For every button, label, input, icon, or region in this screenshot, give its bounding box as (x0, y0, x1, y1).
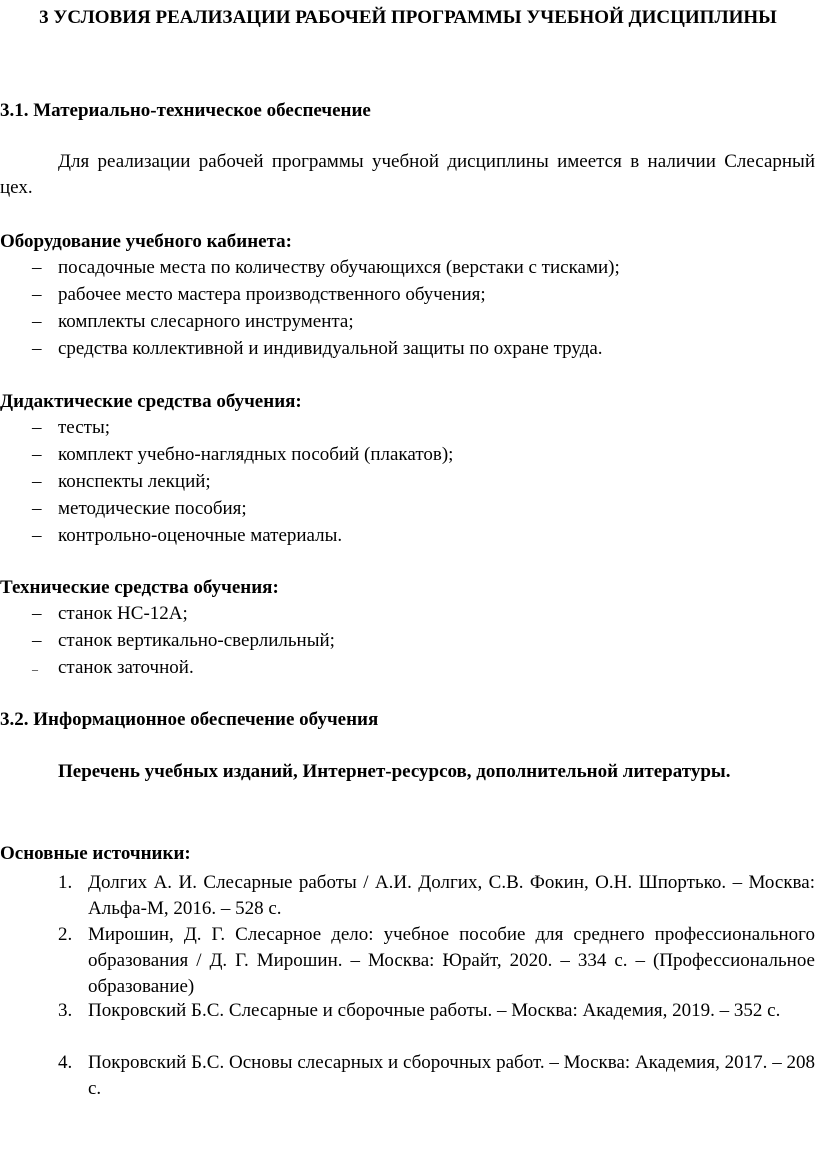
main-sources-heading: Основные источники: (0, 843, 191, 864)
list-item (32, 415, 110, 441)
reference-number: 2. (58, 924, 73, 945)
list-item-text: средства коллективной и индивидуальной защиты по охране труда. (58, 338, 603, 359)
list-item (32, 601, 188, 627)
reference-text: Долгих А. И. Слесарные работы / А.И. Долгих, С.В. Фокин, О.Н. Шпортько. – Москва: Альфа-М, 2016. – 528 с. (88, 872, 815, 919)
bullet-dash: – (32, 525, 42, 546)
list-title-paragraph (0, 759, 815, 785)
intro-paragraph (0, 149, 815, 201)
bullet-dash: – (32, 603, 42, 624)
reference-number: 3. (58, 1000, 73, 1021)
reference-text: Мирошин, Д. Г. Слесарное дело: учебное пособие для среднего профессионального образования / Д. Г. Мирошин. – Москва: Юрайт, 2020. – 334 с. – (Профессиональное образование) (88, 924, 815, 997)
list-item (32, 469, 211, 495)
list-item-text: контрольно-оценочные материалы. (58, 525, 343, 546)
reference-text: Покровский Б.С. Основы слесарных и сборочных работ. – Москва: Академия, 2017. – 208 с. (88, 1052, 815, 1099)
reference-number: 1. (58, 872, 73, 893)
reference-text: Покровский Б.С. Слесарные и сборочные работы. – Москва: Академия, 2019. – 352 с. (88, 1000, 781, 1021)
bullet-dash: – (32, 661, 38, 676)
bullet-dash: – (32, 338, 42, 359)
list-item-text: станок заточной. (58, 657, 194, 678)
list-item (32, 655, 194, 682)
bullet-dash: – (32, 471, 42, 492)
bullet-dash: – (32, 284, 42, 305)
reference-item (58, 922, 815, 1000)
list-item-text: комплекты слесарного инструмента; (58, 311, 354, 332)
bullet-dash: – (32, 257, 42, 278)
bullet-dash: – (32, 498, 42, 519)
list-item-text: конспекты лекций; (58, 471, 211, 492)
list-item-text: методические пособия; (58, 498, 247, 519)
bullet-dash: – (32, 311, 42, 332)
reference-item (58, 870, 815, 922)
list-item (32, 628, 335, 654)
bullet-dash: – (32, 630, 42, 651)
list-item (32, 255, 620, 281)
list-item-text: тесты; (58, 417, 110, 438)
list-item-text: станок вертикально-сверлильный; (58, 630, 335, 651)
reference-item (58, 998, 815, 1024)
list-item (32, 336, 603, 362)
intro-paragraph-text: Для реализации рабочей программы учебной дисциплины имеется в наличии Слесарный цех. (0, 151, 815, 198)
list-item (32, 282, 486, 308)
page-title: 3 УСЛОВИЯ РЕАЛИЗАЦИИ РАБОЧЕЙ ПРОГРАММЫ УЧЕБНОЙ ДИСЦИПЛИНЫ (39, 7, 777, 28)
didactic-means-heading: Дидактические средства обучения: (0, 391, 302, 412)
list-item (32, 496, 247, 522)
list-item (32, 309, 354, 335)
list-title-text: Перечень учебных изданий, Интернет-ресурсов, дополнительной литературы. (58, 761, 731, 782)
list-item-text: рабочее место мастера производственного обучения; (58, 284, 486, 305)
list-item (32, 442, 453, 468)
section-3-1-heading: 3.1. Материально-техническое обеспечение (0, 100, 371, 121)
reference-item (58, 1050, 815, 1102)
bullet-dash: – (32, 444, 42, 465)
reference-number: 4. (58, 1052, 73, 1073)
list-item-text: станок НС-12А; (58, 603, 188, 624)
technical-means-heading: Технические средства обучения: (0, 577, 279, 598)
list-item-text: комплект учебно-наглядных пособий (плакатов); (58, 444, 454, 465)
cabinet-equipment-heading: Оборудование учебного кабинета: (0, 231, 293, 252)
section-3-2-heading: 3.2. Информационное обеспечение обучения (0, 709, 379, 730)
list-item (32, 523, 342, 549)
bullet-dash: – (32, 417, 42, 438)
list-item-text: посадочные места по количеству обучающихся (верстаки с тисками); (58, 257, 620, 278)
